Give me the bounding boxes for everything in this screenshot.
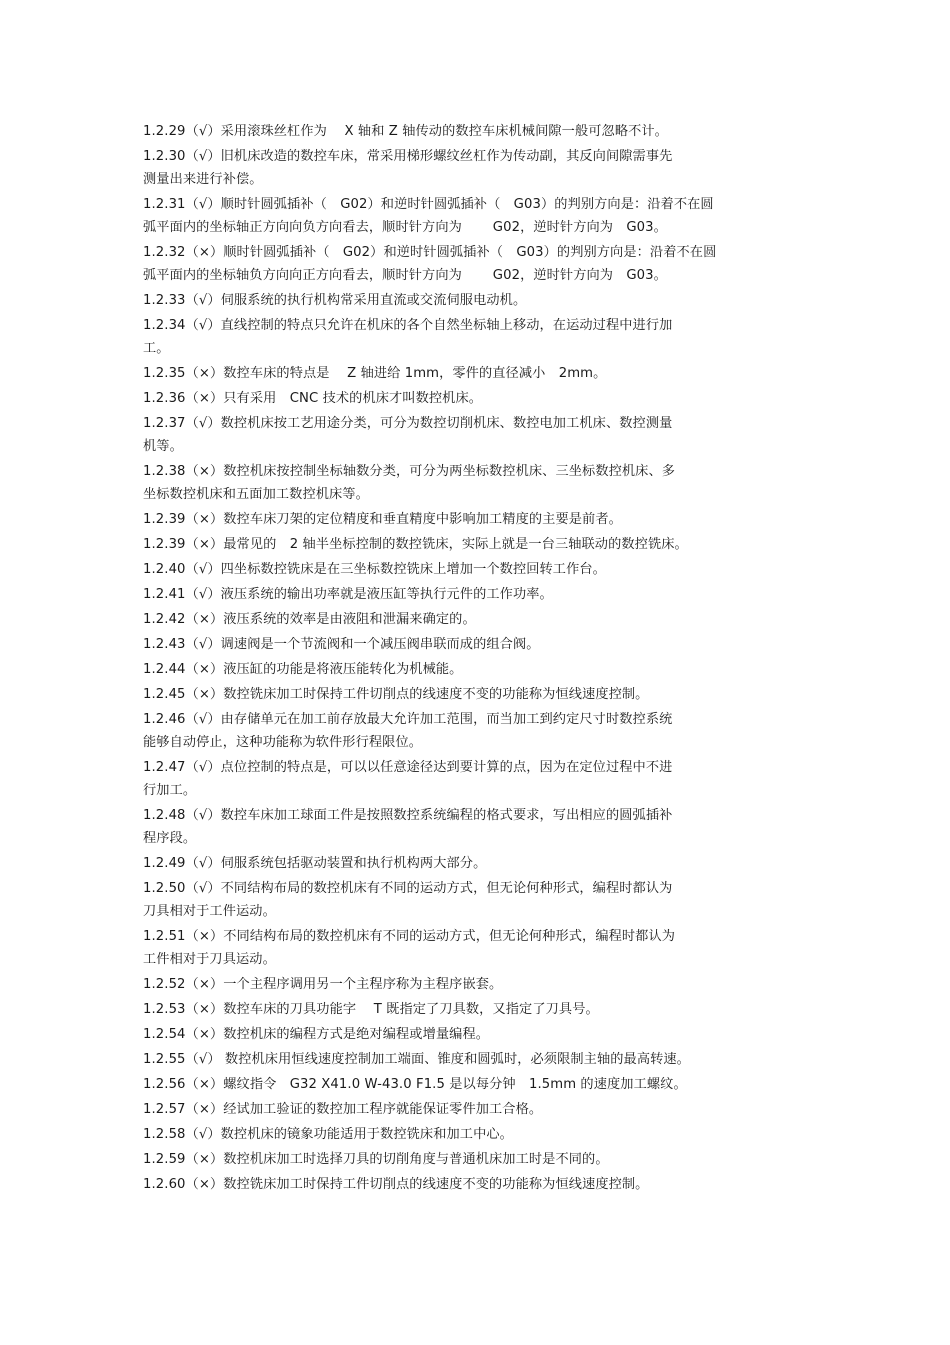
question-text-line: 1.2.33（√）伺服系统的执行机构常采用直流或交流伺服电动机。 <box>143 293 527 308</box>
question-item <box>143 289 793 312</box>
question-text-line: 1.2.46（√）由存储单元在加工前存放最大允许加工范围，而当加工到约定尺寸时数控系统 <box>143 712 673 727</box>
question-text-line: 弧平面内的坐标轴负方向向正方向看去，顺时针方向为 G02，逆时针方向为 G03。 <box>143 268 667 283</box>
question-text-line: 1.2.45（×）数控铣床加工时保持工件切削点的线速度不变的功能称为恒线速度控制。 <box>143 687 649 702</box>
question-text-line: 1.2.48（√）数控车床加工球面工件是按照数控系统编程的格式要求，写出相应的圆弧插补 <box>143 808 673 823</box>
question-item <box>143 120 793 143</box>
question-item <box>143 708 793 754</box>
question-text-line: 1.2.56（×）螺纹指令 G32 X41.0 W-43.0 F1.5 是以每分钟 1.5mm 的速度加工螺纹。 <box>143 1077 687 1092</box>
question-text-line: 1.2.40（√）四坐标数控铣床是在三坐标数控铣床上增加一个数控回转工作台。 <box>143 562 606 577</box>
question-text-line: 1.2.49（√）伺服系统包括驱动装置和执行机构两大部分。 <box>143 856 487 871</box>
question-text-line: 1.2.29（√）采用滚珠丝杠作为 X 轴和 Z 轴传动的数控车床机械间隙一般可忽略不计。 <box>143 124 668 139</box>
question-item <box>143 412 793 458</box>
question-item <box>143 193 793 239</box>
question-text-line: 1.2.59（×）数控机床加工时选择刀具的切削角度与普通机床加工时是不同的。 <box>143 1152 609 1167</box>
question-text-line: 测量出来进行补偿。 <box>143 172 263 187</box>
question-item <box>143 608 793 631</box>
question-item <box>143 1073 793 1096</box>
question-item <box>143 145 793 191</box>
question-text-line: 1.2.30（√）旧机床改造的数控车床，常采用梯形螺纹丝杠作为传动副，其反向间隙需事先 <box>143 149 673 164</box>
question-text-line: 1.2.39（×）数控车床刀架的定位精度和垂直精度中影响加工精度的主要是前者。 <box>143 512 622 527</box>
question-text-line: 1.2.52（×）一个主程序调用另一个主程序称为主程序嵌套。 <box>143 977 503 992</box>
question-item <box>143 533 793 556</box>
question-text-line: 1.2.47（√）点位控制的特点是，可以以任意途径达到要计算的点，因为在定位过程中不进 <box>143 760 673 775</box>
question-text-line: 工。 <box>143 341 170 356</box>
question-text-line: 1.2.31（√）顺时针圆弧插补（ G02）和逆时针圆弧插补（ G03）的判别方向是：沿着不在圆 <box>143 197 714 212</box>
question-text-line: 机等。 <box>143 439 183 454</box>
question-text-line: 1.2.42（×）液压系统的效率是由液阻和泄漏来确定的。 <box>143 612 476 627</box>
question-item <box>143 508 793 531</box>
question-item <box>143 1098 793 1121</box>
question-text-line: 1.2.39（×）最常见的 2 轴半坐标控制的数控铣床，实际上就是一台三轴联动的数控铣床。 <box>143 537 688 552</box>
question-item <box>143 241 793 287</box>
question-item <box>143 1148 793 1171</box>
question-text-line: 坐标数控机床和五面加工数控机床等。 <box>143 487 369 502</box>
question-item <box>143 387 793 410</box>
question-text-line: 工件相对于刀具运动。 <box>143 952 276 967</box>
question-item <box>143 925 793 971</box>
question-text-line: 1.2.53（×）数控车床的刀具功能字 T 既指定了刀具数，又指定了刀具号。 <box>143 1002 599 1017</box>
question-text-line: 1.2.44（×）液压缸的功能是将液压能转化为机械能。 <box>143 662 463 677</box>
question-item <box>143 658 793 681</box>
question-item <box>143 314 793 360</box>
question-text-line: 1.2.60（×）数控铣床加工时保持工件切削点的线速度不变的功能称为恒线速度控制。 <box>143 1177 649 1192</box>
question-text-line: 1.2.50（√）不同结构布局的数控机床有不同的运动方式，但无论何种形式，编程时都认为 <box>143 881 673 896</box>
question-item <box>143 998 793 1021</box>
question-text-line: 1.2.36（×）只有采用 CNC 技术的机床才叫数控机床。 <box>143 391 483 406</box>
question-item <box>143 1173 793 1196</box>
question-text-line: 行加工。 <box>143 783 197 798</box>
question-item <box>143 683 793 706</box>
question-text-line: 刀具相对于工件运动。 <box>143 904 276 919</box>
question-text-line: 1.2.35（×）数控车床的特点是 Z 轴进给 1mm，零件的直径减小 2mm。 <box>143 366 607 381</box>
question-text-line: 弧平面内的坐标轴正方向向负方向看去，顺时针方向为 G02，逆时针方向为 G03。 <box>143 220 667 235</box>
question-text-line: 1.2.38（×）数控机床按控制坐标轴数分类，可分为两坐标数控机床、三坐标数控机床、多 <box>143 464 676 479</box>
question-text-line: 1.2.37（√）数控机床按工艺用途分类，可分为数控切削机床、数控电加工机床、数控测量 <box>143 416 673 431</box>
question-text-line: 1.2.43（√）调速阀是一个节流阀和一个减压阀串联而成的组合阀。 <box>143 637 540 652</box>
question-item <box>143 756 793 802</box>
question-text-line: 1.2.58（√）数控机床的镜象功能适用于数控铣床和加工中心。 <box>143 1127 513 1142</box>
question-item <box>143 877 793 923</box>
question-item <box>143 1023 793 1046</box>
question-text-line: 1.2.34（√）直线控制的特点只允许在机床的各个自然坐标轴上移动，在运动过程中进行加 <box>143 318 673 333</box>
question-item <box>143 583 793 606</box>
question-text-line: 1.2.41（√）液压系统的输出功率就是液压缸等执行元件的工作功率。 <box>143 587 553 602</box>
question-item <box>143 633 793 656</box>
question-list <box>143 120 793 1198</box>
question-text-line: 程序段。 <box>143 831 197 846</box>
question-text-line: 1.2.54（×）数控机床的编程方式是绝对编程或增量编程。 <box>143 1027 490 1042</box>
question-item <box>143 804 793 850</box>
question-item <box>143 558 793 581</box>
question-item <box>143 852 793 875</box>
question-text-line: 1.2.57（×）经试加工验证的数控加工程序就能保证零件加工合格。 <box>143 1102 543 1117</box>
question-text-line: 1.2.51（×）不同结构布局的数控机床有不同的运动方式，但无论何种形式，编程时都认为 <box>143 929 676 944</box>
question-item <box>143 460 793 506</box>
question-item <box>143 1123 793 1146</box>
question-item <box>143 973 793 996</box>
question-item <box>143 362 793 385</box>
question-item <box>143 1048 793 1071</box>
question-text-line: 能够自动停止，这种功能称为软件形行程限位。 <box>143 735 423 750</box>
question-text-line: 1.2.55（√） 数控机床用恒线速度控制加工端面、锥度和圆弧时，必须限制主轴的最高转速。 <box>143 1052 690 1067</box>
question-text-line: 1.2.32（×）顺时针圆弧插补（ G02）和逆时针圆弧插补（ G03）的判别方向是：沿着不在圆 <box>143 245 717 260</box>
